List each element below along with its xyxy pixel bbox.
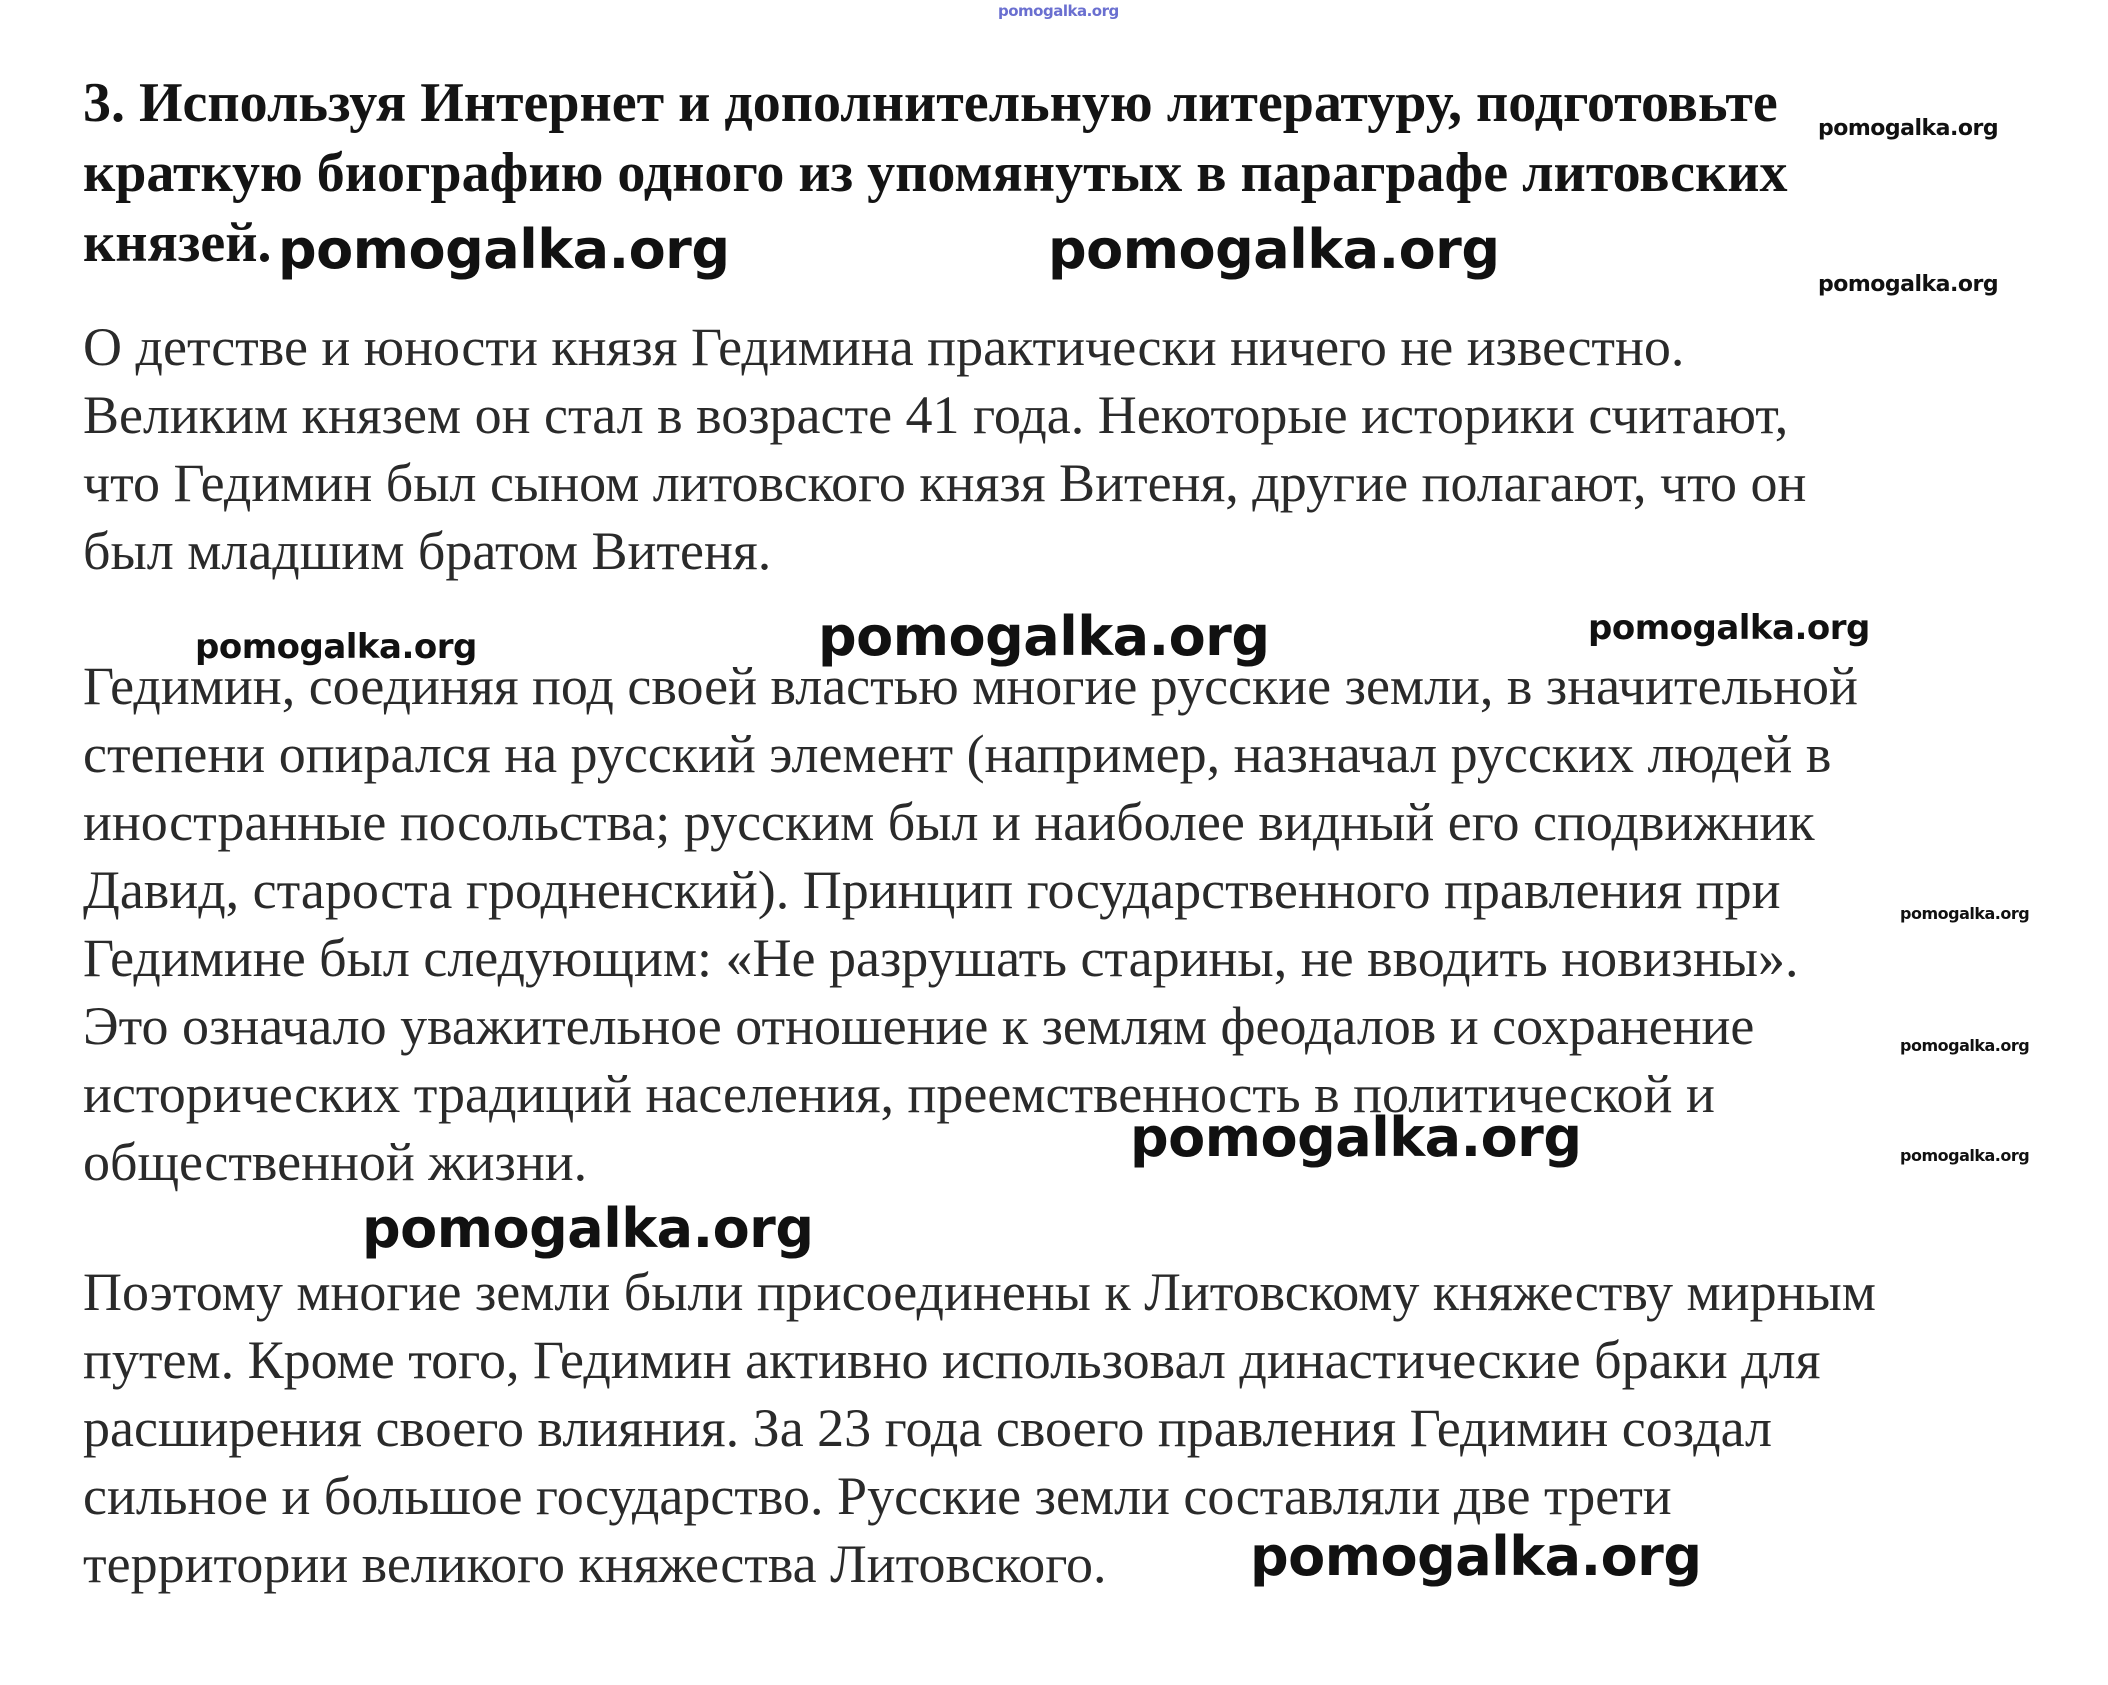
watermark: pomogalka.org [362, 1197, 814, 1260]
watermark: pomogalka.org [1048, 218, 1500, 281]
paragraph-line: территории великого княжества Литовского. [83, 1534, 1107, 1594]
paragraph-line: Это означало уважительное отношение к землям феодалов и сохранение [83, 996, 1755, 1056]
paragraph-1 [83, 313, 2083, 585]
paragraph-line: путем. Кроме того, Гедимин активно использовал династические браки для [83, 1330, 1821, 1390]
paragraph-line: иностранные посольства; русским был и наиболее видный его сподвижник [83, 792, 1815, 852]
paragraph-line: был младшим братом Витеня. [83, 521, 772, 581]
question-line: князей. [83, 212, 272, 274]
paragraph-line: Поэтому многие земли были присоединены к Литовскому княжеству мирным [83, 1262, 1876, 1322]
watermark: pomogalka.org [1588, 608, 1870, 648]
paragraph-line: Великим князем он стал в возрасте 41 года. Некоторые историки считают, [83, 385, 1789, 445]
watermark: pomogalka.org [1818, 116, 1999, 141]
paragraph-line: общественной жизни. [83, 1132, 588, 1192]
paragraph-3 [83, 1258, 2083, 1598]
paragraph-line: степени опирался на русский элемент (например, назначал русских людей в [83, 724, 1832, 784]
watermark: pomogalka.org [818, 605, 1270, 668]
watermark-top: pomogalka.org [998, 2, 1119, 20]
watermark: pomogalka.org [1130, 1106, 1582, 1169]
watermark: pomogalka.org [1250, 1525, 1702, 1588]
paragraph-2 [83, 652, 2083, 1196]
watermark: pomogalka.org [1900, 1036, 2030, 1055]
paragraph-line: Гедимин, соединяя под своей властью многие русские земли, в значительной [83, 656, 1858, 716]
paragraph-line: сильное и большое государство. Русские земли составляли две трети [83, 1466, 1672, 1526]
paragraph-line: О детстве и юности князя Гедимина практически ничего не известно. [83, 317, 1685, 377]
paragraph-line: Давид, староста гродненский). Принцип государственного правления при [83, 860, 1781, 920]
watermark: pomogalka.org [278, 218, 730, 281]
paragraph-line: Гедимине был следующим: «Не разрушать старины, не вводить новизны». [83, 928, 1799, 988]
paragraph-line: исторических традиций населения, преемственность в политической и [83, 1064, 1715, 1124]
watermark: pomogalka.org [195, 627, 477, 667]
watermark: pomogalka.org [1900, 1146, 2030, 1165]
watermark: pomogalka.org [1900, 904, 2030, 923]
question-line: 3. Используя Интернет и дополнительную литературу, подготовьте [83, 72, 1778, 134]
question-line: краткую биографию одного из упомянутых в параграфе литовских [83, 142, 1788, 204]
paragraph-line: что Гедимин был сыном литовского князя Витеня, другие полагают, что он [83, 453, 1807, 513]
watermark: pomogalka.org [1818, 272, 1999, 297]
paragraph-line: расширения своего влияния. За 23 года своего правления Гедимин создал [83, 1398, 1772, 1458]
